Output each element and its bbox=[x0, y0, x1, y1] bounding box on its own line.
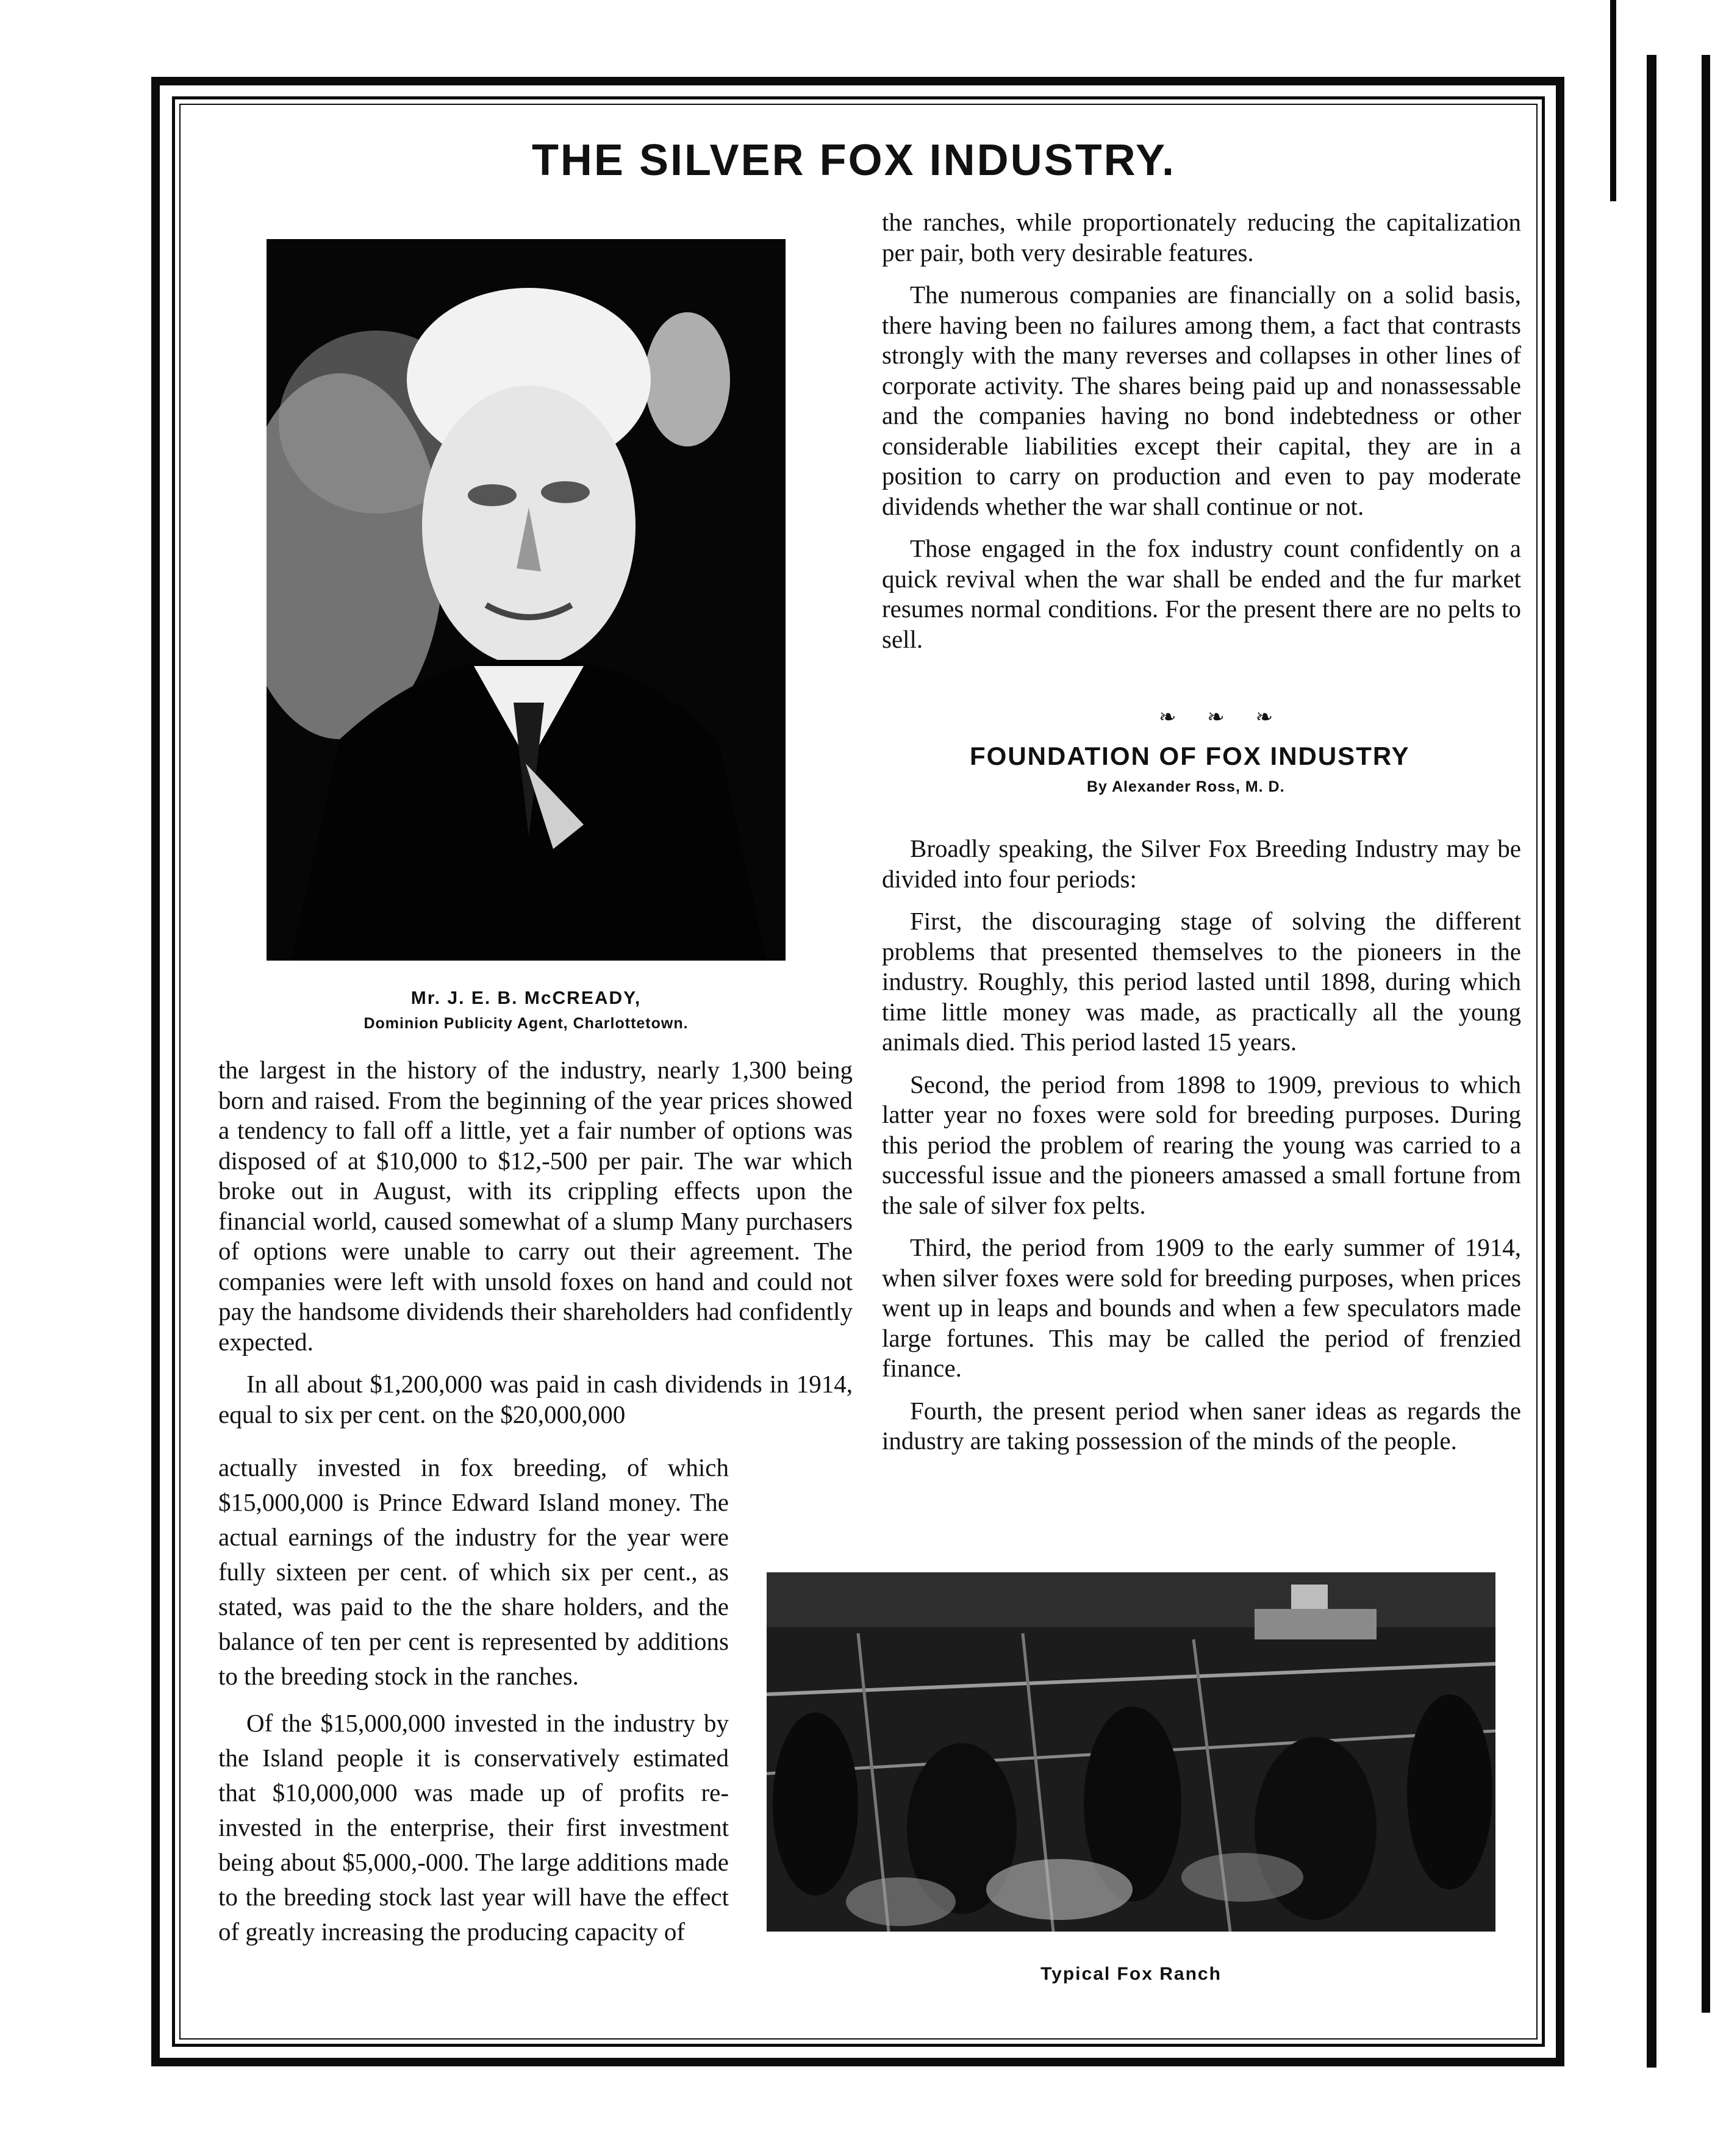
paragraph: the largest in the history of the industry, nearly 1,300 being born and raised. From the beginning of the year prices showed a tendency to fall off a little, yet a fair number of options was disposed of at $10,000 to $12,-500 per pair. The war which broke out in August, with its crippling effects upon the financial world, caused somewhat of a slump Many purchasers of options were unable to carry out their agreement. The companies were left with unsold foxes on hand and could not pay the handsome dividends their shareholders had confidently expected. bbox=[218, 1056, 853, 1356]
paragraph: the ranches, while proportionately reducing the capitalization per pair, both very desirable features. bbox=[882, 208, 1521, 267]
ranch-photo-caption: Typical Fox Ranch bbox=[1040, 1964, 1222, 1984]
scan-edge-mark bbox=[1610, 0, 1616, 201]
left-column bbox=[218, 1055, 853, 1442]
scan-edge-bar bbox=[1647, 55, 1656, 2068]
left-column-continued bbox=[218, 1450, 729, 1961]
paragraph: actually invested in fox breeding, of which $15,000,000 is Prince Edward Island money. The actual earnings of the industry for the year were fully sixteen per cent. of which six per cent., as stated, was paid to the the share holders, and the balance of ten per cent is represented by additions to the breeding stock in the ranches. bbox=[218, 1453, 729, 1690]
paragraph: Second, the period from 1898 to 1909, previous to which latter year no foxes were sold for breeding purposes. During this period the problem of rearing the young was carried to a successful issue and the pioneers amassed a small fortune from the sale of silver fox pelts. bbox=[882, 1070, 1521, 1219]
portrait-photo bbox=[267, 239, 786, 961]
paragraph: In all about $1,200,000 was paid in cash dividends in 1914, equal to six per cent. on the $20,000,000 bbox=[218, 1370, 853, 1428]
paragraph: Of the $15,000,000 invested in the industry by the Island people it is conservatively estimated that $10,000,000 was made up of profits re-invested in the enterprise, their first investment being about $5,000,-000. The large additions made to the breeding stock last year will have the effect of greatly increasing the producing capacity of bbox=[218, 1709, 729, 1946]
paragraph: First, the discouraging stage of solving the different problems that presented themselves to the pioneers in the industry. Roughly, this period lasted until 1898, during which time little money was made, as practically all the young animals died. This period lasted 15 years. bbox=[882, 907, 1521, 1056]
ranch-photo bbox=[767, 1572, 1495, 1932]
section-ornament: ❧ ❧ ❧ bbox=[1159, 705, 1286, 729]
portrait-caption-name: Mr. J. E. B. McCREADY, bbox=[410, 988, 642, 1008]
page-title: THE SILVER FOX INDUSTRY. bbox=[531, 136, 1176, 185]
scan-edge-bar bbox=[1702, 55, 1710, 2013]
paragraph: Those engaged in the fox industry count confidently on a quick revival when the war shall be ended and the fur market resumes normal conditions. For the present there are no pelts to sell. bbox=[882, 534, 1521, 653]
paragraph: Fourth, the present period when saner ideas as regards the industry are taking possession of the minds of the people. bbox=[882, 1396, 1521, 1455]
subsection-byline: By Alexander Ross, M. D. bbox=[1087, 778, 1285, 795]
subsection-title: FOUNDATION OF FOX INDUSTRY bbox=[970, 742, 1410, 770]
subsection-body bbox=[882, 834, 1521, 1469]
right-column bbox=[882, 207, 1521, 667]
paragraph: Broadly speaking, the Silver Fox Breeding Industry may be divided into four periods: bbox=[882, 834, 1521, 893]
paragraph: The numerous companies are financially on a solid basis, there having been no failures among them, a fact that contrasts strongly with the many reverses and collapses in other lines of corporate activity. The shares being paid up and nonassessable and the companies having no bond indebtedness or other considerable liabilities except their capital, they are in a position to carry on production and even to pay moderate dividends whether the war shall continue or not. bbox=[882, 281, 1521, 520]
paragraph: Third, the period from 1909 to the early summer of 1914, when silver foxes were sold for breeding purposes, when prices went up in leaps and bounds and when a few speculators made large fortunes. This may be called the period of frenzied finance. bbox=[882, 1233, 1521, 1382]
portrait-caption-title: Dominion Publicity Agent, Charlottetown. bbox=[363, 1015, 689, 1032]
